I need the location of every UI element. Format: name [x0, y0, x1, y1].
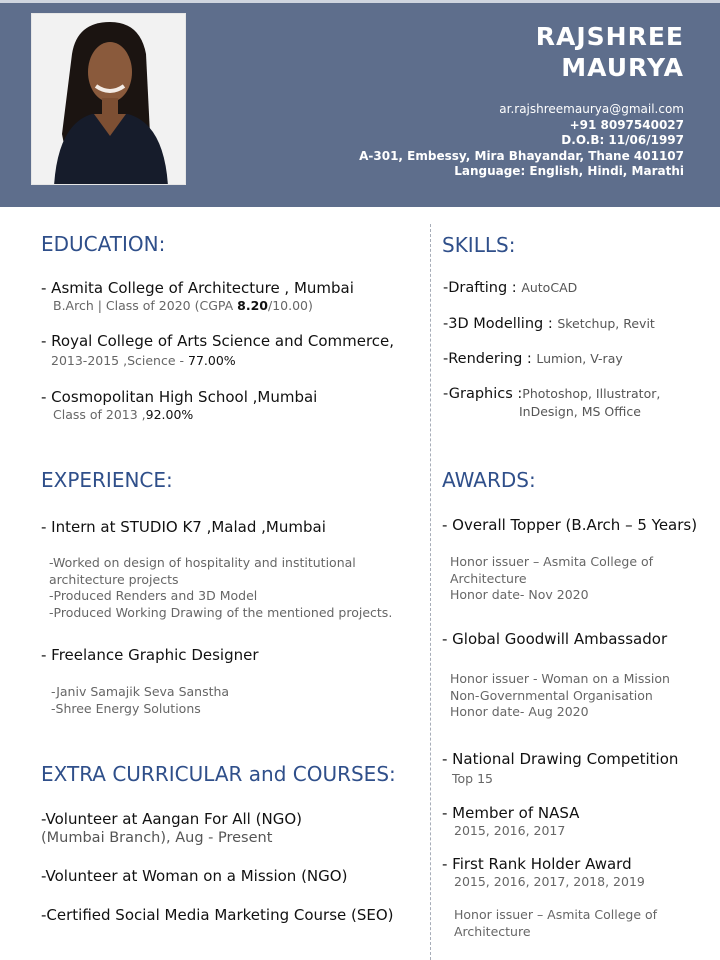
- experience-title: EXPERIENCE:: [41, 468, 173, 492]
- contact-block: [359, 102, 684, 180]
- experience-item-details: -Worked on design of hospitality and institutional architecture projects -Produced Renders and 3D Model -Produced Working Drawing of the mentioned projects.: [49, 555, 393, 620]
- award-details: Honor issuer - Woman on a Mission Non-Governmental Organisation Honor date- Aug 2020: [450, 671, 670, 719]
- extra-item: -Volunteer at Aangan For All (NGO): [41, 810, 302, 828]
- education-item-detail: B.Arch | Class of 2020 (CGPA 8.20/10.00): [53, 298, 313, 313]
- skill-item-continuation: InDesign, MS Office: [519, 404, 641, 419]
- award-details: Top 15: [452, 771, 493, 786]
- extra-item: -Certified Social Media Marketing Course (SEO): [41, 906, 394, 924]
- phone-text: +91 8097540027: [569, 117, 684, 132]
- profile-photo: [31, 13, 186, 185]
- awards-title: AWARDS:: [442, 468, 536, 492]
- experience-item-details: -Janiv Samajik Seva Sanstha -Shree Energy Solutions: [51, 684, 230, 716]
- award-heading: - Member of NASA: [442, 804, 580, 822]
- award-heading: - Overall Topper (B.Arch – 5 Years): [442, 516, 698, 534]
- language-text: Language: English, Hindi, Marathi: [454, 164, 684, 178]
- header-top-line: [0, 0, 720, 3]
- education-item-detail: 2013-2015 ,Science - 77.00%: [51, 353, 236, 368]
- skills-title: SKILLS:: [442, 233, 516, 257]
- extra-item: -Volunteer at Woman on a Mission (NGO): [41, 867, 348, 885]
- email-text: ar.rajshreemaurya@gmail.com: [499, 102, 684, 116]
- address-text: A-301, Embessy, Mira Bhayandar, Thane 401107: [359, 148, 684, 163]
- award-details: Honor issuer – Asmita College of Architecture Honor date- Nov 2020: [450, 554, 654, 602]
- header-banner: [0, 0, 720, 207]
- education-item-heading: - Asmita College of Architecture , Mumbai: [41, 279, 354, 297]
- candidate-name: [536, 21, 684, 83]
- skill-item: -Drafting : AutoCAD: [443, 280, 578, 296]
- award-heading: - First Rank Holder Award: [442, 855, 632, 873]
- skill-item: -Graphics :Photoshop, Illustrator,: [443, 386, 661, 402]
- education-title: EDUCATION:: [41, 232, 166, 256]
- skill-item: -3D Modelling : Sketchup, Revit: [443, 316, 655, 332]
- name-first: RAJSHREE: [535, 22, 684, 51]
- award-heading: - National Drawing Competition: [442, 750, 679, 768]
- experience-item-heading: - Intern at STUDIO K7 ,Malad ,Mumbai: [41, 518, 326, 536]
- name-last: MAURYA: [561, 53, 684, 82]
- education-item-heading: - Royal College of Arts Science and Commerce,: [41, 332, 395, 350]
- skill-item: -Rendering : Lumion, V-ray: [443, 351, 623, 367]
- education-item-detail: Class of 2013 ,92.00%: [53, 407, 194, 422]
- award-heading: - Global Goodwill Ambassador: [442, 630, 668, 648]
- education-item-heading: - Cosmopolitan High School ,Mumbai: [41, 388, 318, 406]
- award-details: 2015, 2016, 2017, 2018, 2019: [454, 874, 645, 889]
- experience-item-heading: - Freelance Graphic Designer: [41, 646, 259, 664]
- column-divider: [430, 224, 431, 960]
- extra-item-continuation: (Mumbai Branch), Aug - Present: [41, 830, 273, 846]
- dob-text: D.O.B: 11/06/1997: [561, 133, 684, 147]
- award-details: 2015, 2016, 2017: [454, 823, 566, 838]
- extra-curricular-title: EXTRA CURRICULAR and COURSES:: [41, 762, 396, 786]
- profile-photo-illustration: [32, 14, 186, 185]
- award-details: Honor issuer – Asmita College of Architecture: [454, 907, 658, 939]
